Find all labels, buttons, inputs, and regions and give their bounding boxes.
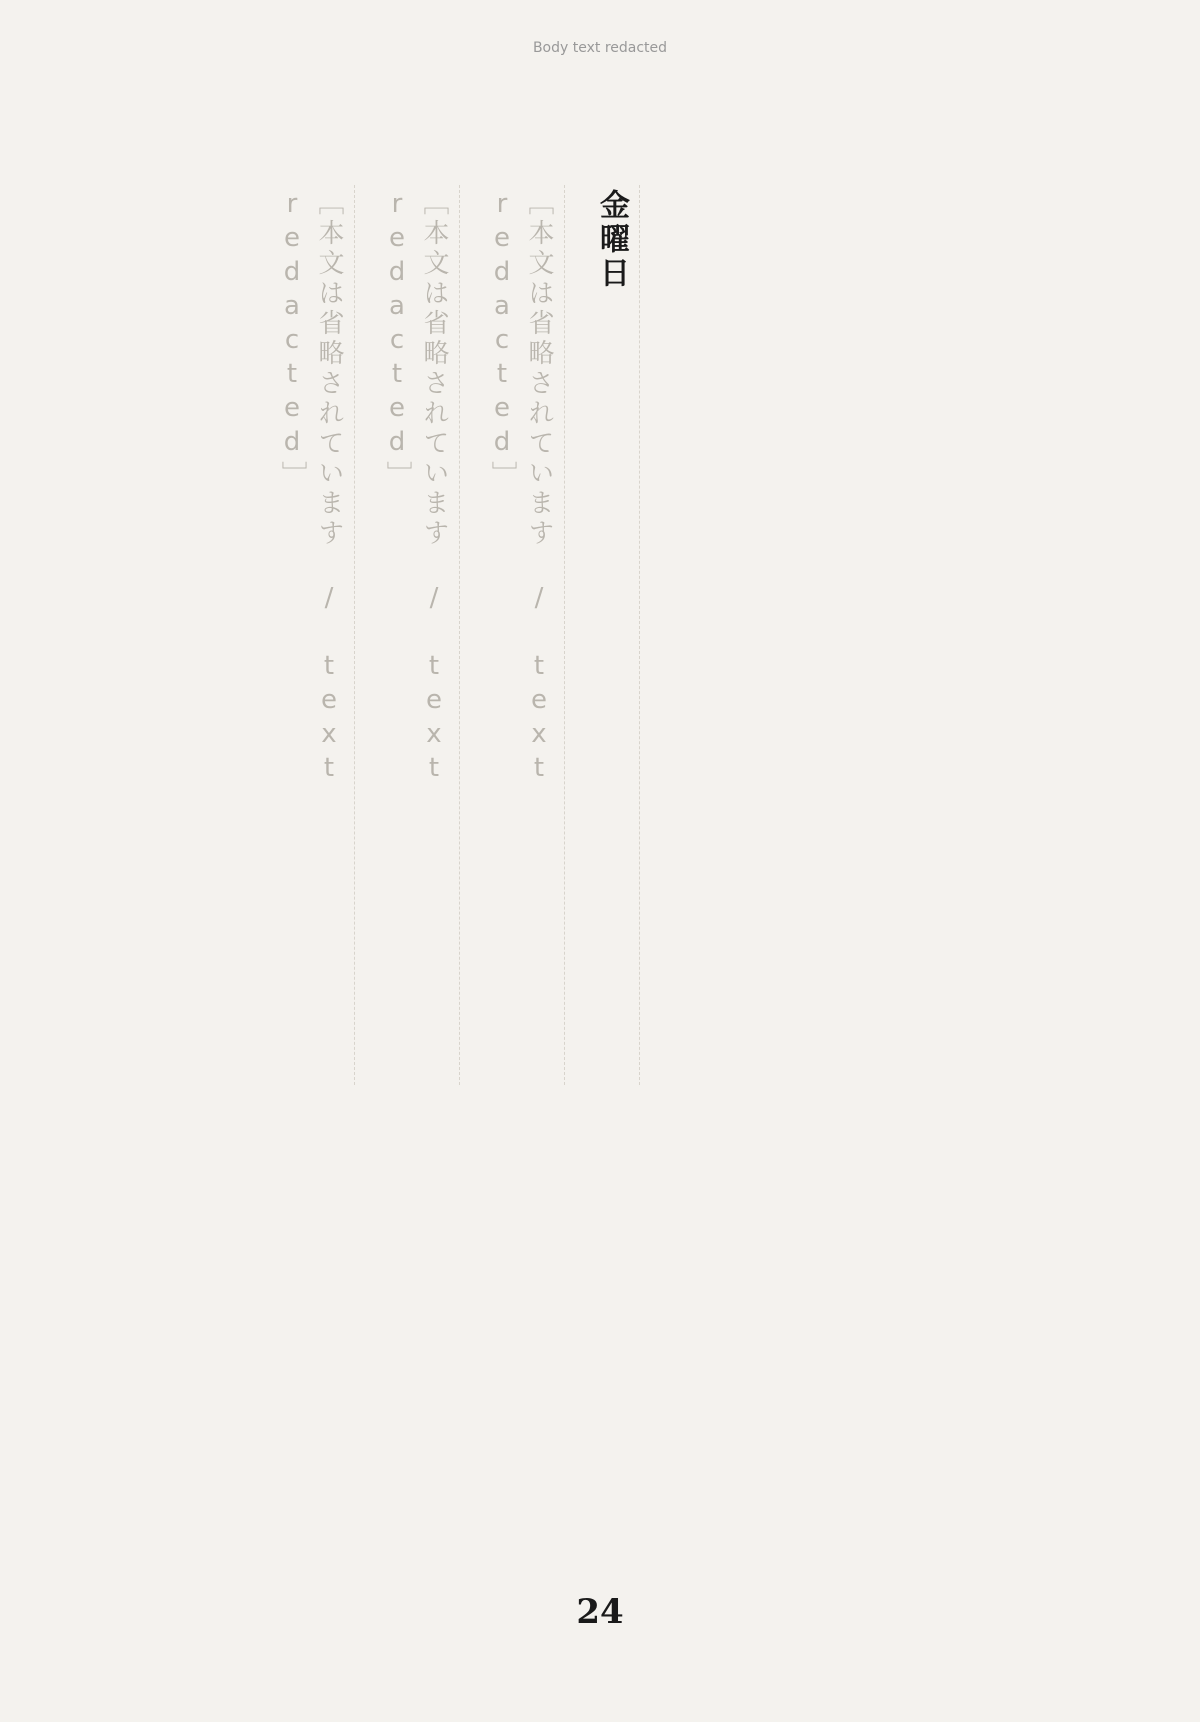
redacted-column: ［本文は省略されています / text redacted］ [373, 185, 460, 1085]
date-heading: 金曜日 [583, 185, 640, 1085]
page-number: 24 [576, 1592, 624, 1632]
redacted-column: ［本文は省略されています / text redacted］ [478, 185, 565, 1085]
text-columns [268, 185, 640, 1085]
redacted-column: ［本文は省略されています / text redacted］ [268, 185, 355, 1085]
redaction-notice: Body text redacted [532, 40, 668, 56]
